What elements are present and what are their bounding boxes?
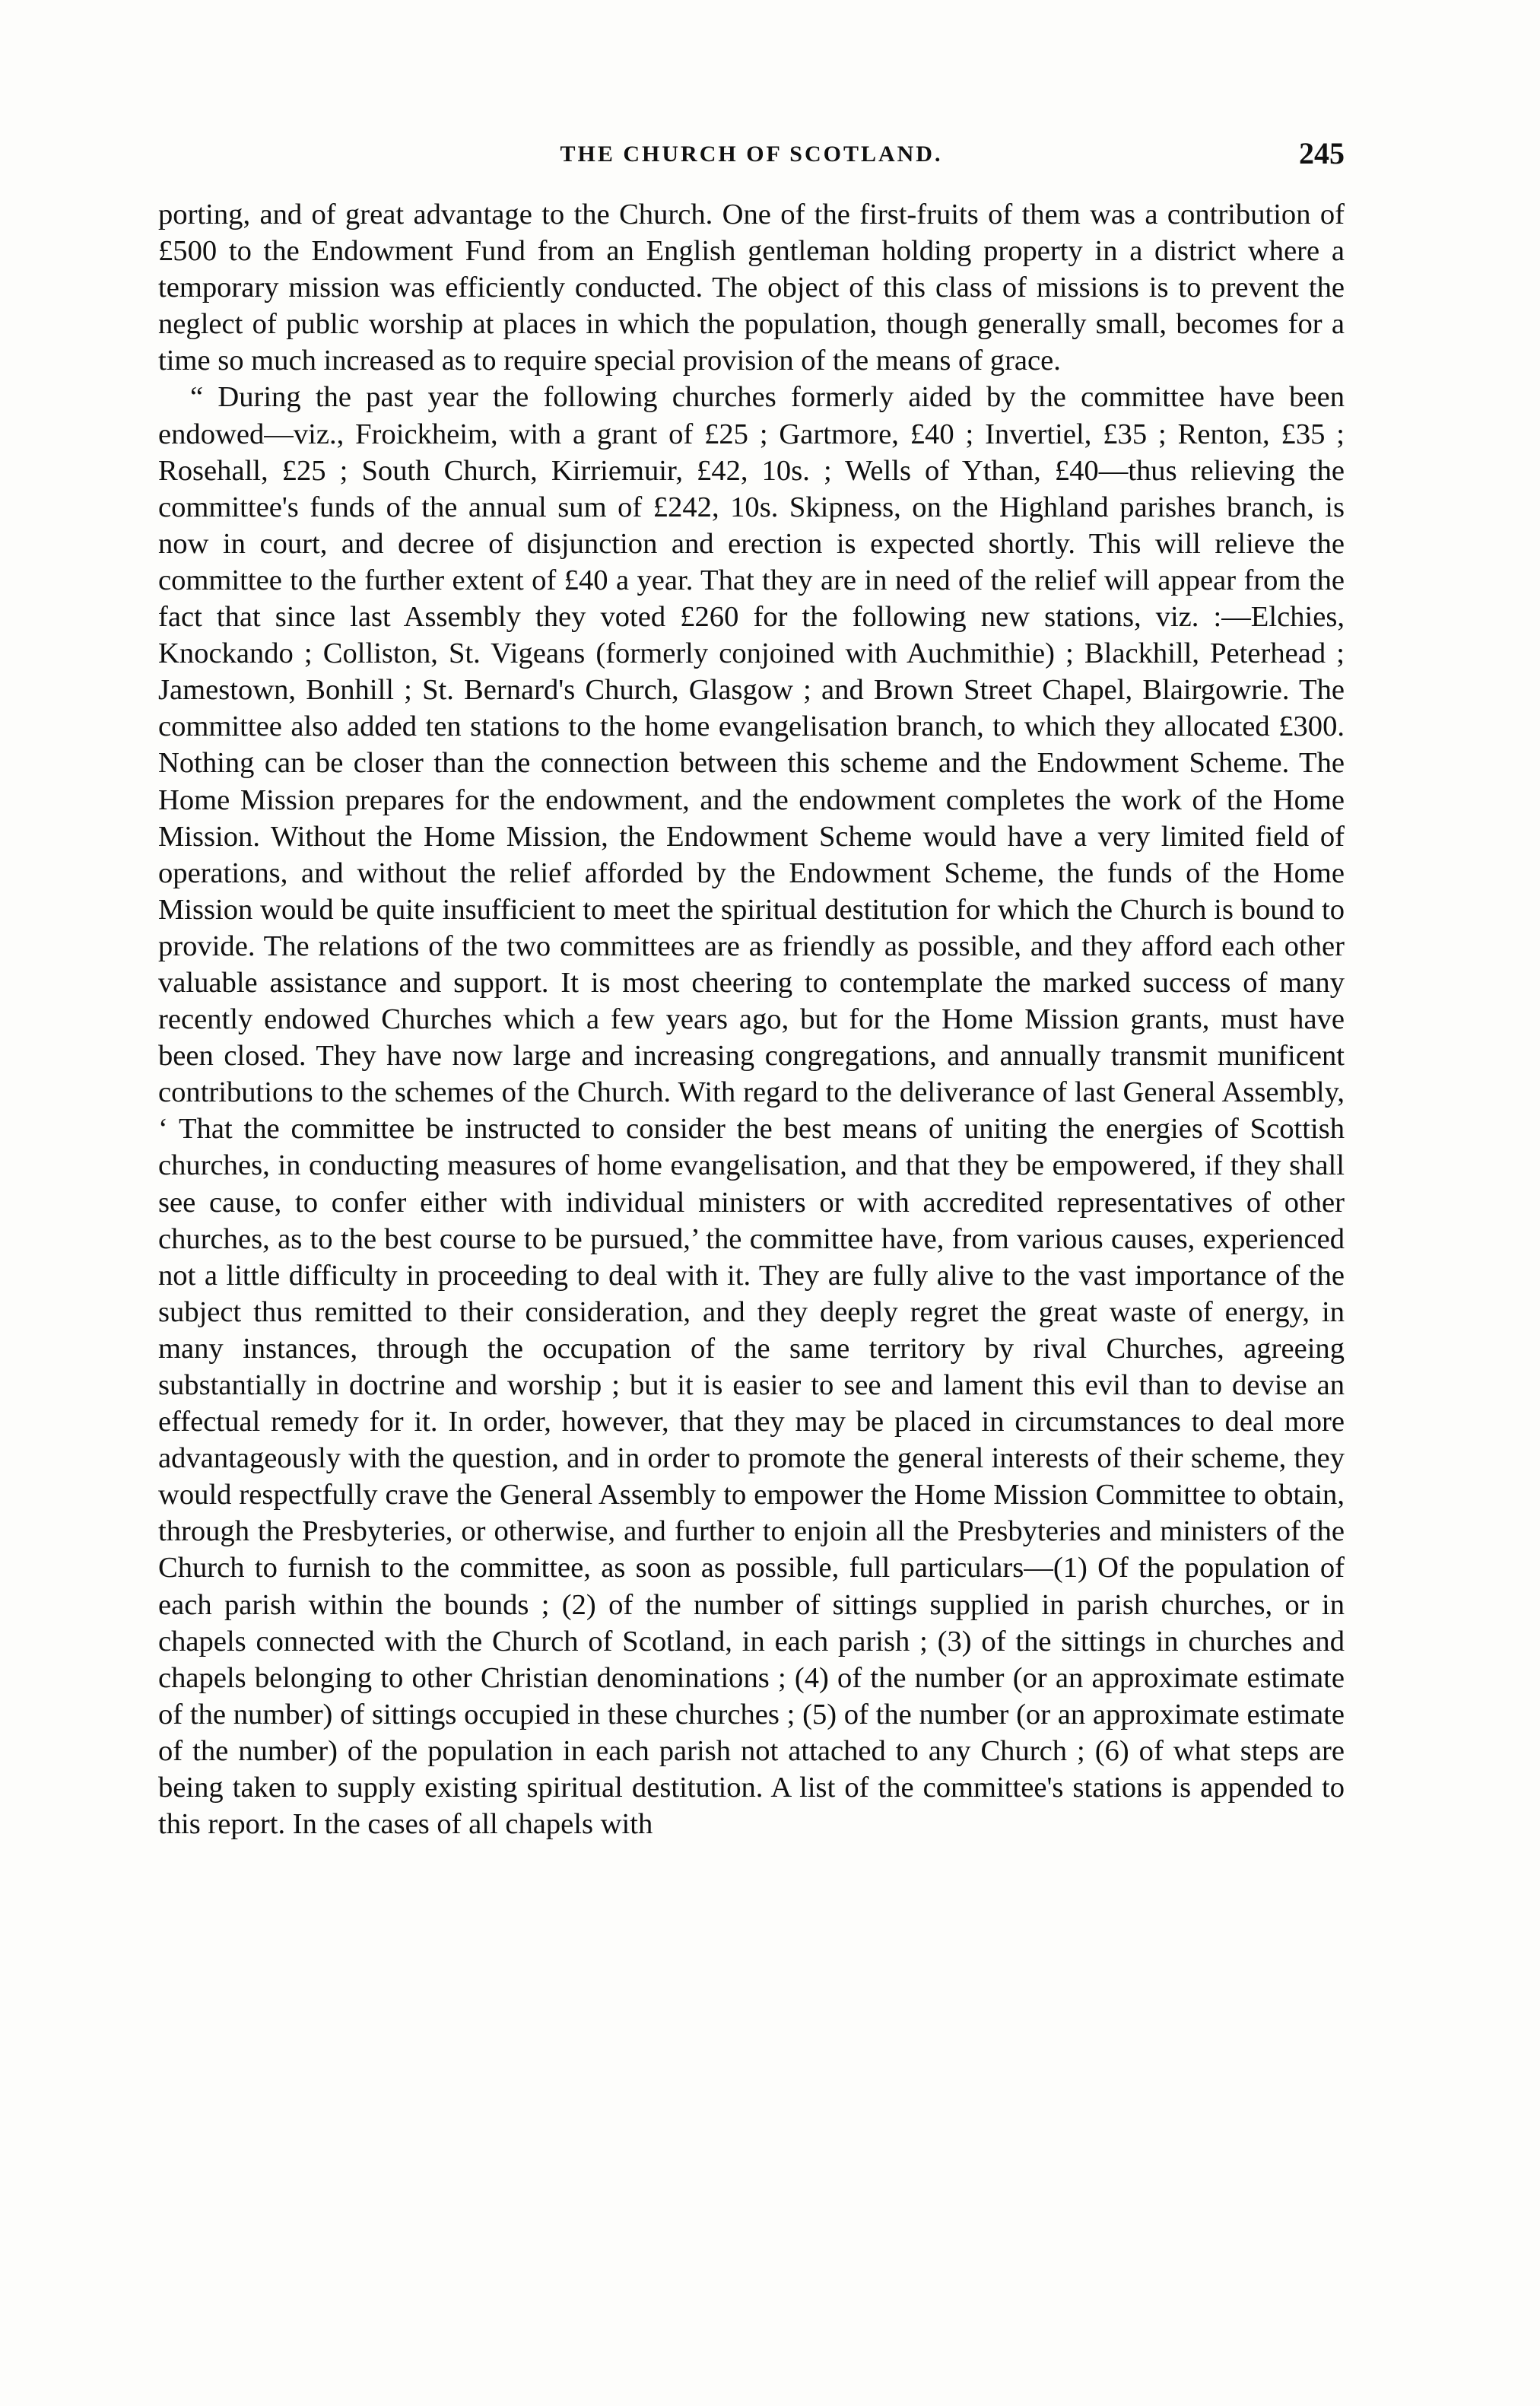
body-text (158, 196, 1345, 1842)
page-number: 245 (1299, 136, 1345, 170)
running-head (158, 128, 1345, 173)
paragraph-continuation: porting, and of great advantage to the Church. One of the first-fruits of them was a contribution of £500 to the Endowment Fund from an English gentleman holding property in a district where a temporary mission was efficiently conducted. The object of this class of missions is to prevent the neglect of public worship at places in which the population, though generally small, becomes for a time so much increased as to require special provision of the means of grace. (158, 199, 1345, 377)
running-title: THE CHURCH OF SCOTLAND. (560, 141, 943, 167)
paragraph-quotation: “ During the past year the following churches formerly aided by the committee have been endowed—viz., Froickheim, with a grant of £25 ; Gartmore, £40 ; Invertiel, £35 ; Renton, £35 ; Rosehall, £25 ; South Church, Kirriemuir, £42, 10s. ; Wells of Ythan, £40—thus relieving the committee's funds of the annual sum of £242, 10s. Skipness, on the Highland parishes branch, is now in court, and decree of disjunction and erection is expected shortly. This will relieve the committee to the further extent of £40 a year. That they are in need of the relief will appear from the fact that since last Assembly they voted £260 for the following new stations, viz. :—Elchies, Knockando ; Colliston, St. Vigeans (formerly conjoined with Auchmithie) ; Blackhill, Peterhead ; Jamestown, Bonhill ; St. Bernard's Church, Glasgow ; and Brown Street Chapel, Blairgowrie. The committee also added ten stations to the home evangelisation branch, to which they allocated £300. Nothing can be closer than the connection between this scheme and the Endowment Scheme. The Home Mission prepares for the endowment, and the endowment completes the work of the Home Mission. Without the Home Mission, the Endowment Scheme would have a very limited field of operations, and without the relief afforded by the Endowment Scheme, the funds of the Home Mission would be quite insufficient to meet the spiritual destitution for which the Church is bound to provide. The relations of the two committees are as friendly as possible, and they afford each other valuable assistance and support. It is most cheering to contemplate the marked success of many recently endowed Churches which a few years ago, but for the Home Mission grants, must have been closed. They have now large and increasing congregations, and annually transmit munificent contributions to the schemes of the Church. With regard to the deliverance of last General Assembly, ‘ That the committee be instructed to consider the best means of uniting the energies of Scottish churches, in conducting measures of home evangelisation, and that they be empowered, if they shall see cause, to confer either with individual ministers or with accredited representatives of other churches, as to the best course to be pursued,’ the committee have, from various causes, experienced not a little difficulty in proceeding to deal with it. They are fully alive to the vast importance of the subject thus remitted to their consideration, and they deeply regret the great waste of energy, in many instances, through the occupation of the same territory by rival Churches, agreeing substantially in doctrine and worship ; but it is easier to see and lament this evil than to devise an effectual remedy for it. In order, however, that they may be placed in circumstances to deal more advantageously with the question, and in order to promote the general interests of their scheme, they would respectfully crave the General Assembly to empower the Home Mission Committee to obtain, through the Presbyteries, or otherwise, and further to enjoin all the Presbyteries and ministers of the Church to furnish to the committee, as soon as possible, full particulars—(1) Of the population of each parish within the bounds ; (2) of the number of sittings supplied in parish churches, or in chapels connected with the Church of Scotland, in each parish ; (3) of the sittings in churches and chapels belonging to other Christian denominations ; (4) of the number (or an approximate estimate of the number) of sittings occupied in these churches ; (5) of the number (or an approximate estimate of the number) of the population in each parish not attached to any Church ; (6) of what steps are being taken to supply existing spiritual destitution. A list of the committee's stations is appended to this report. In the cases of all chapels with (158, 381, 1345, 1841)
